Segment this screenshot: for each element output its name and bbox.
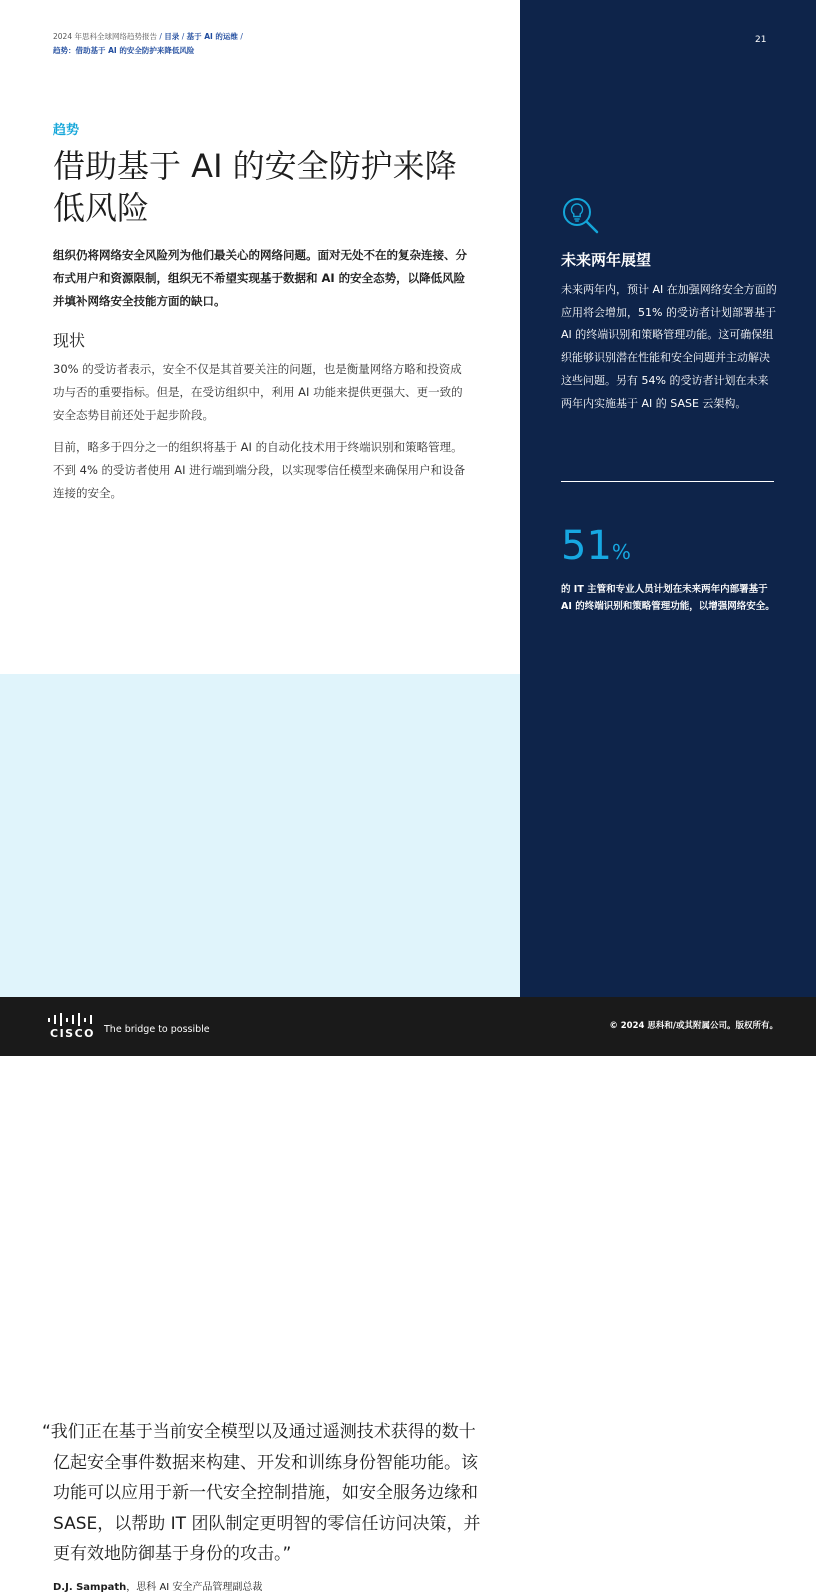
lightbulb-magnifier-icon bbox=[561, 196, 601, 236]
breadcrumb-separator: / bbox=[159, 32, 165, 41]
quote-author-name: D.J. Sampath bbox=[53, 1582, 127, 1593]
quote-attribution bbox=[53, 1578, 262, 1593]
quote-text: “我们正在基于当前安全模型以及通过遥测技术获得的数十亿起安全事件数据来构建、开发和训练身份智能功能。该功能可以应用于新一代安全控制措施，如安全服务边缘和 SASE，以帮助 IT 团队制定更明智的零信任访问决策，并更有效地防御基于身份的攻击。” bbox=[42, 1422, 481, 1564]
stat-number: 51 bbox=[561, 523, 612, 569]
divider bbox=[561, 481, 774, 482]
outlook-heading: 未来两年展望 bbox=[561, 251, 652, 269]
breadcrumb-current: 趋势：借助基于 AI 的安全防护来降低风险 bbox=[53, 46, 195, 55]
quote-author-title: ，思科 AI 安全产品管理副总裁 bbox=[126, 1582, 263, 1593]
copyright: © 2024 思科和/或其附属公司。版权所有。 bbox=[609, 1021, 778, 1031]
logo-wordmark: CISCO bbox=[50, 1027, 96, 1040]
stat-value bbox=[561, 523, 631, 569]
cisco-bars-icon bbox=[47, 1013, 95, 1026]
tagline: The bridge to possible bbox=[104, 1024, 210, 1035]
sidebar bbox=[520, 0, 816, 997]
report-title: 2024 年思科全球网络趋势报告 bbox=[53, 32, 157, 41]
breadcrumb bbox=[53, 30, 493, 58]
breadcrumb-separator: / bbox=[240, 32, 243, 41]
section-heading: 现状 bbox=[53, 331, 86, 350]
intro-paragraph: 组织仍将网络安全风险列为他们最关心的网络问题。面对无处不在的复杂连接、分布式用户和资源限制，组织无不希望实现基于数据和 AI 的安全态势，以降低风险并填补网络安全技能方面的缺口。 bbox=[53, 248, 467, 308]
body-paragraph-1: 30% 的受访者表示，安全不仅是其首要关注的问题，也是衡量网络方略和投资成功与否的重要指标。但是，在受访组织中，利用 AI 功能来提供更强大、更一致的安全态势目前还处于起步阶段。 bbox=[53, 362, 463, 422]
cisco-logo[interactable] bbox=[47, 1013, 95, 1041]
breadcrumb-link-toc[interactable]: 目录 bbox=[164, 32, 180, 41]
page-title: 借助基于 AI 的安全防护来降低风险 bbox=[53, 147, 457, 227]
body-paragraph-2: 目前，略多于四分之一的组织将基于 AI 的自动化技术用于终端识别和策略管理。不到 4% 的受访者使用 AI 进行端到端分段，以实现零信任模型来确保用户和设备连接的安全。 bbox=[53, 440, 466, 500]
main-content bbox=[0, 0, 520, 674]
page-number: 21 bbox=[755, 35, 767, 45]
breadcrumb-link-section[interactable]: 基于 AI 的运维 bbox=[186, 32, 238, 41]
stat-description: 的 IT 主管和专业人员计划在未来两年内部署基于 AI 的终端识别和策略管理功能，以增强网络安全。 bbox=[561, 584, 775, 612]
section-eyebrow: 趋势 bbox=[53, 123, 80, 138]
breadcrumb-separator: / bbox=[181, 32, 187, 41]
outlook-text: 未来两年内，预计 AI 在加强网络安全方面的应用将会增加，51% 的受访者计划部署基于 AI 的终端识别和策略管理功能。这可确保组织能够识别潜在性能和安全问题并主动解决这些问题。另有 54% 的受访者计划在未来两年内实施基于 AI 的 SASE 云架构。 bbox=[561, 283, 777, 410]
stat-unit: % bbox=[611, 540, 631, 564]
